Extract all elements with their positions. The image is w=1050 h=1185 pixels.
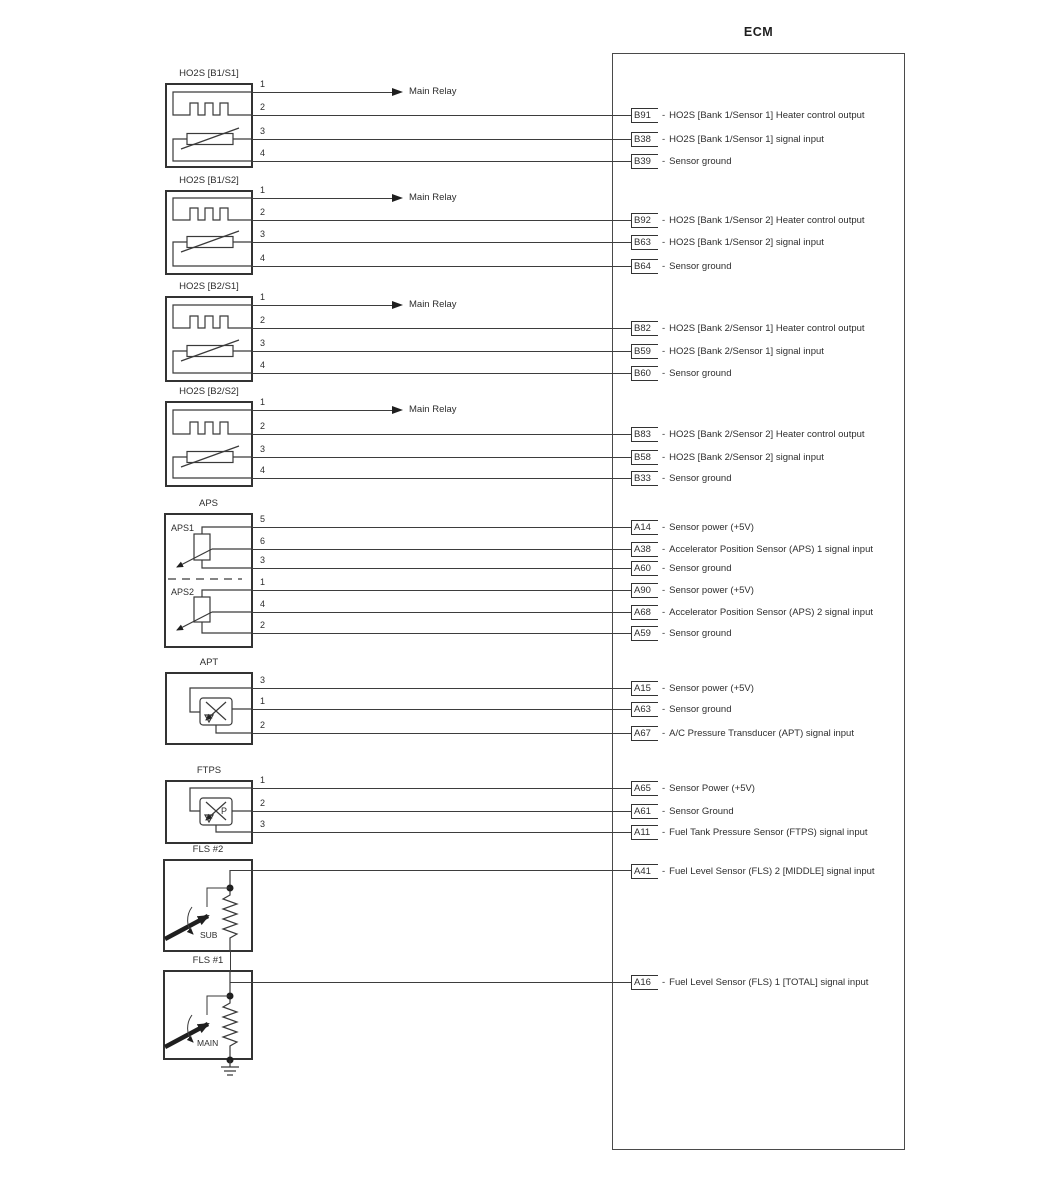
pin-desc: Sensor ground	[669, 155, 732, 167]
pin-connector-icon	[631, 450, 658, 465]
wire	[230, 950, 231, 971]
ecm-pin-row	[631, 519, 754, 535]
pin-separator: -	[662, 521, 666, 533]
pin-desc: HO2S [Bank 1/Sensor 2] signal input	[669, 236, 824, 248]
aps-symbol	[164, 513, 253, 648]
pin-number: 4	[260, 465, 266, 475]
wire	[252, 161, 631, 162]
pin-code: B82	[634, 322, 651, 334]
pin-separator: -	[662, 133, 666, 145]
fls2-sub-label: SUB	[200, 930, 218, 940]
aps2-label: APS2	[171, 587, 195, 597]
ftps-symbol	[165, 780, 253, 844]
ecm-pin-row	[631, 604, 873, 620]
pin-desc: HO2S [Bank 2/Sensor 2] signal input	[669, 451, 824, 463]
pin-separator: -	[662, 472, 666, 484]
wire	[252, 92, 393, 93]
ho2s-b1s2-symbol	[165, 190, 253, 275]
pin-number: 2	[260, 720, 266, 730]
pin-separator: -	[662, 322, 666, 334]
pin-desc: Sensor ground	[669, 472, 732, 484]
wire	[252, 328, 631, 329]
main-relay-label: Main Relay	[409, 86, 457, 97]
pin-desc: A/C Pressure Transducer (APT) signal input	[669, 727, 854, 739]
pin-separator: -	[662, 214, 666, 226]
pin-code: B33	[634, 472, 651, 484]
pin-connector-icon	[631, 132, 658, 147]
heater-element-icon	[173, 410, 253, 434]
ecm-pin-row	[631, 131, 824, 147]
ho2s-b2s2-symbol	[165, 401, 253, 487]
pin-code: B92	[634, 214, 651, 226]
pin-connector-icon	[631, 154, 658, 169]
wire	[252, 351, 631, 352]
pin-separator: -	[662, 782, 666, 794]
wire	[252, 478, 631, 479]
wire	[252, 832, 631, 833]
pin-desc: Sensor power (+5V)	[669, 584, 754, 596]
pin-desc: Sensor ground	[669, 367, 732, 379]
wire	[252, 788, 631, 789]
wire	[252, 633, 631, 634]
ecm-pin-row	[631, 974, 868, 990]
ecm-pin-row	[631, 824, 868, 840]
pin-code: A63	[634, 703, 651, 715]
pin-number: 2	[260, 315, 266, 325]
pin-code: A65	[634, 782, 651, 794]
pin-connector-icon	[631, 781, 658, 796]
pin-number: 1	[260, 79, 266, 89]
wire	[252, 410, 393, 411]
pin-connector-icon	[631, 259, 658, 274]
pin-separator: -	[662, 367, 666, 379]
pin-separator: -	[662, 236, 666, 248]
pin-separator: -	[662, 451, 666, 463]
rotation-arc-icon	[188, 907, 193, 934]
wire	[252, 811, 631, 812]
pin-connector-icon	[631, 605, 658, 620]
wire	[252, 527, 631, 528]
main-relay-label: Main Relay	[409, 192, 457, 203]
ground-icon	[221, 1060, 239, 1075]
pin-connector-icon	[631, 471, 658, 486]
ho2s-b2s2-title: HO2S [B2/S2]	[179, 386, 239, 397]
pin-separator: -	[662, 627, 666, 639]
wire	[252, 612, 631, 613]
main-relay-label: Main Relay	[409, 299, 457, 310]
pin-separator: -	[662, 155, 666, 167]
pin-number: 4	[260, 360, 266, 370]
pin-separator: -	[662, 727, 666, 739]
pin-desc: HO2S [Bank 1/Sensor 1] Heater control output	[669, 109, 865, 121]
pin-number: 3	[260, 126, 266, 136]
ecm-pin-row	[631, 725, 854, 741]
pin-desc: HO2S [Bank 2/Sensor 2] Heater control output	[669, 428, 865, 440]
wire	[252, 434, 631, 435]
pin-code: B91	[634, 109, 651, 121]
wire	[252, 139, 631, 140]
pin-number: 3	[260, 444, 266, 454]
pin-connector-icon	[631, 804, 658, 819]
pin-number: 2	[260, 620, 266, 630]
pin-code: B39	[634, 155, 651, 167]
pin-number: 4	[260, 253, 266, 263]
pin-separator: -	[662, 703, 666, 715]
ecm-pin-row	[631, 365, 732, 381]
pin-connector-icon	[631, 321, 658, 336]
ecm-pin-row	[631, 320, 865, 336]
pin-connector-icon	[631, 213, 658, 228]
ftps-title: FTPS	[196, 765, 222, 776]
pin-separator: -	[662, 606, 666, 618]
pin-desc: Sensor Ground	[669, 805, 734, 817]
ecm-pin-row	[631, 863, 875, 879]
pin-number: 4	[260, 148, 266, 158]
pin-connector-icon	[631, 825, 658, 840]
ecm-pin-row	[631, 470, 732, 486]
pin-connector-icon	[631, 726, 658, 741]
pin-desc: HO2S [Bank 1/Sensor 1] signal input	[669, 133, 824, 145]
pin-separator: -	[662, 543, 666, 555]
ecm-pin-row	[631, 153, 732, 169]
pin-separator: -	[662, 260, 666, 272]
pin-number: 3	[260, 819, 266, 829]
pin-number: 1	[260, 292, 266, 302]
pin-number: 3	[260, 229, 266, 239]
ecm-pin-row	[631, 701, 732, 717]
pin-number: 5	[260, 514, 266, 524]
ecm-pin-row	[631, 582, 754, 598]
ecm-pin-row	[631, 560, 732, 576]
pin-connector-icon	[631, 583, 658, 598]
apt-title: APT	[199, 657, 219, 668]
pin-code: B64	[634, 260, 651, 272]
pin-code: B58	[634, 451, 651, 463]
arrowhead-icon	[392, 301, 403, 309]
wire	[230, 870, 631, 871]
ecm-pin-row	[631, 258, 732, 274]
pin-number: 6	[260, 536, 266, 546]
pin-desc: Fuel Level Sensor (FLS) 1 [TOTAL] signal input	[669, 976, 869, 988]
fls1-resistor-icon	[223, 970, 237, 1060]
pin-separator: -	[662, 865, 666, 877]
pin-desc: Sensor ground	[669, 703, 732, 715]
pin-number: 3	[260, 555, 266, 565]
pin-desc: Sensor ground	[669, 260, 732, 272]
pin-connector-icon	[631, 427, 658, 442]
pin-number: 1	[260, 397, 266, 407]
fls2-resistor-icon	[223, 870, 237, 952]
ecm-pin-row	[631, 212, 865, 228]
arrowhead-icon	[392, 194, 403, 202]
ho2s-b1s1-symbol	[165, 83, 253, 168]
pin-code: B38	[634, 133, 651, 145]
pin-number: 1	[260, 185, 266, 195]
pin-desc: Fuel Level Sensor (FLS) 2 [MIDDLE] signal input	[669, 865, 875, 877]
pin-desc: Sensor Power (+5V)	[669, 782, 755, 794]
pin-code: A15	[634, 682, 651, 694]
ecm-pin-row	[631, 234, 824, 250]
pin-connector-icon	[631, 344, 658, 359]
aps-title: APS	[198, 498, 218, 509]
pin-connector-icon	[631, 864, 658, 879]
fls2-title: FLS #2	[192, 844, 224, 855]
ecm-pin-row	[631, 680, 754, 696]
pin-separator: -	[662, 584, 666, 596]
ecm-pin-row	[631, 107, 865, 123]
pin-separator: -	[662, 428, 666, 440]
arrowhead-icon	[392, 88, 403, 96]
ho2s-b1s2-title: HO2S [B1/S2]	[179, 175, 239, 186]
pin-desc: HO2S [Bank 2/Sensor 1] signal input	[669, 345, 824, 357]
pin-number: 1	[260, 577, 266, 587]
pin-number: 2	[260, 421, 266, 431]
ho2s-b1s1-title: HO2S [B1/S1]	[179, 68, 239, 79]
wire	[252, 198, 393, 199]
pin-desc: HO2S [Bank 1/Sensor 2] Heater control output	[669, 214, 865, 226]
wire	[252, 115, 631, 116]
ho2s-b2s1-symbol	[165, 296, 253, 382]
wire	[252, 373, 631, 374]
wire	[230, 982, 631, 983]
pin-desc: Sensor ground	[669, 562, 732, 574]
pin-code: B60	[634, 367, 651, 379]
pin-connector-icon	[631, 702, 658, 717]
pin-separator: -	[662, 976, 666, 988]
wire	[252, 549, 631, 550]
wire	[252, 709, 631, 710]
pin-code: A41	[634, 865, 651, 877]
heater-element-icon	[173, 198, 253, 220]
pin-code: A11	[634, 826, 651, 838]
ecm-pin-row	[631, 541, 873, 557]
aps1-potentiometer-icon	[194, 534, 210, 560]
pin-code: A16	[634, 976, 651, 988]
pin-code: A67	[634, 727, 651, 739]
wire	[252, 305, 393, 306]
pin-connector-icon	[631, 108, 658, 123]
pin-connector-icon	[631, 235, 658, 250]
pin-code: B83	[634, 428, 651, 440]
ho2s-b2s1-title: HO2S [B2/S1]	[179, 281, 239, 292]
wire	[252, 688, 631, 689]
apt-symbol	[165, 672, 253, 745]
pin-connector-icon	[631, 542, 658, 557]
pin-code: A38	[634, 543, 651, 555]
pin-code: A60	[634, 562, 651, 574]
heater-element-icon	[173, 92, 253, 115]
pin-number: 3	[260, 675, 266, 685]
wire	[252, 266, 631, 267]
pin-code: A59	[634, 627, 651, 639]
main-relay-label: Main Relay	[409, 404, 457, 415]
pin-desc: Sensor power (+5V)	[669, 682, 754, 694]
rotation-arc-icon	[188, 1015, 193, 1042]
pin-separator: -	[662, 826, 666, 838]
pin-number: 1	[260, 696, 266, 706]
wire	[252, 457, 631, 458]
pin-number: 3	[260, 338, 266, 348]
pin-code: A90	[634, 584, 651, 596]
aps2-potentiometer-icon	[194, 597, 210, 622]
ecm-pin-row	[631, 343, 824, 359]
fls1-title: FLS #1	[192, 955, 224, 966]
pin-code: B63	[634, 236, 651, 248]
pin-code: B59	[634, 345, 651, 357]
pin-connector-icon	[631, 975, 658, 990]
pin-separator: -	[662, 109, 666, 121]
pin-number: 4	[260, 599, 266, 609]
wire	[252, 242, 631, 243]
pin-separator: -	[662, 345, 666, 357]
pin-code: A14	[634, 521, 651, 533]
pin-code: A61	[634, 805, 651, 817]
pin-number: 1	[260, 775, 266, 785]
pin-separator: -	[662, 682, 666, 694]
pin-number: 2	[260, 207, 266, 217]
wire	[252, 590, 631, 591]
wire	[252, 220, 631, 221]
wire	[252, 568, 631, 569]
pin-number: 2	[260, 102, 266, 112]
pin-separator: -	[662, 805, 666, 817]
pin-desc: Sensor power (+5V)	[669, 521, 754, 533]
ecm-pin-row	[631, 426, 865, 442]
pin-number: 2	[260, 798, 266, 808]
arrowhead-icon	[392, 406, 403, 414]
ecm-pin-row	[631, 449, 824, 465]
pin-connector-icon	[631, 681, 658, 696]
pin-connector-icon	[631, 366, 658, 381]
pin-desc: Accelerator Position Sensor (APS) 1 signal input	[669, 543, 873, 555]
ecm-pin-row	[631, 780, 755, 796]
fls2-symbol	[163, 859, 253, 952]
pin-desc: Sensor ground	[669, 627, 732, 639]
pin-connector-icon	[631, 520, 658, 535]
pressure-letter: P	[221, 806, 228, 816]
aps1-label: APS1	[171, 523, 195, 533]
pin-code: A68	[634, 606, 651, 618]
wire	[252, 733, 631, 734]
ecm-title: ECM	[743, 25, 774, 39]
pin-desc: Fuel Tank Pressure Sensor (FTPS) signal input	[669, 826, 868, 838]
pin-desc: Accelerator Position Sensor (APS) 2 signal input	[669, 606, 873, 618]
heater-element-icon	[173, 305, 253, 328]
pin-separator: -	[662, 562, 666, 574]
ecm-pin-row	[631, 803, 734, 819]
fls1-symbol	[163, 970, 253, 1078]
pin-connector-icon	[631, 626, 658, 641]
fls1-main-label: MAIN	[197, 1038, 219, 1048]
ecm-pin-row	[631, 625, 732, 641]
pin-desc: HO2S [Bank 2/Sensor 1] Heater control output	[669, 322, 865, 334]
pin-connector-icon	[631, 561, 658, 576]
